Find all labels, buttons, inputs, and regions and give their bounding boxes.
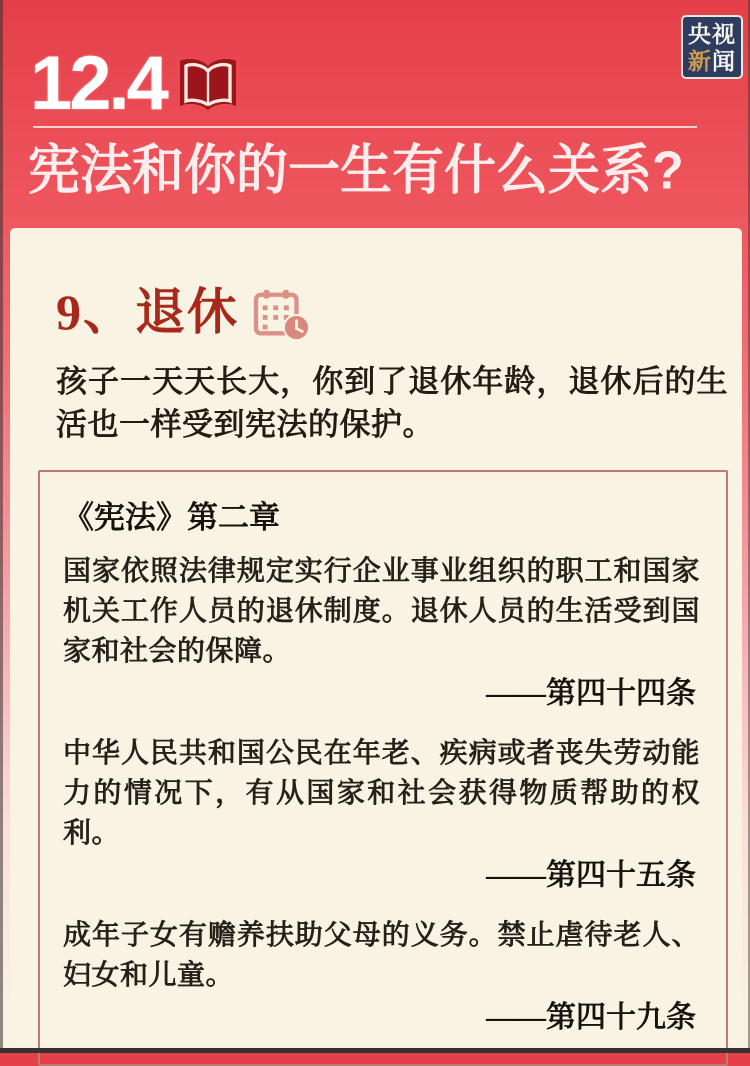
law-chapter-heading: 《宪法》第二章 bbox=[63, 500, 280, 535]
poster-header bbox=[0, 0, 750, 228]
page-title: 宪法和你的一生有什么关系? bbox=[28, 140, 684, 202]
frame-edge-bottom bbox=[0, 1048, 750, 1053]
section-heading bbox=[56, 282, 712, 342]
constitution-quote-box bbox=[38, 470, 728, 1066]
article-45 bbox=[63, 734, 700, 896]
article-citation: ——第四十四条 bbox=[486, 677, 696, 710]
article-text: 中华人民共和国公民在年老、疾病或者丧失劳动能力的情况下，有从国家和社会获得物质帮助的权利。 bbox=[63, 738, 700, 849]
frame-edge-left bbox=[0, 0, 3, 1053]
logo-char-wen: 闻 bbox=[712, 47, 736, 74]
logo-line2 bbox=[688, 48, 736, 74]
section-title: 9、退休 bbox=[56, 284, 239, 340]
date-text: 12.4 bbox=[30, 41, 166, 126]
content-card bbox=[10, 228, 742, 1045]
open-book-icon bbox=[176, 56, 240, 116]
logo-line1: 央视 bbox=[688, 20, 736, 47]
cctv-news-logo bbox=[681, 15, 743, 79]
article-citation: ——第四十九条 bbox=[486, 1001, 696, 1034]
header-divider bbox=[33, 126, 697, 128]
date-row bbox=[30, 41, 240, 126]
calendar-clock-icon bbox=[253, 288, 311, 342]
article-citation: ——第四十五条 bbox=[486, 859, 696, 892]
article-text: 国家依照法律规定实行企业事业组织的职工和国家机关工作人员的退休制度。退休人员的生活受到国家和社会的保障。 bbox=[63, 556, 700, 667]
article-text: 成年子女有赡养扶助父母的义务。禁止虐待老人、妇女和儿童。 bbox=[63, 920, 700, 991]
article-44 bbox=[63, 552, 700, 714]
article-49 bbox=[63, 916, 700, 1038]
section-intro: 孩子一天天长大，你到了退休年龄，退休后的生活也一样受到宪法的保护。 bbox=[56, 364, 728, 442]
logo-char-xin: 新 bbox=[688, 47, 712, 74]
